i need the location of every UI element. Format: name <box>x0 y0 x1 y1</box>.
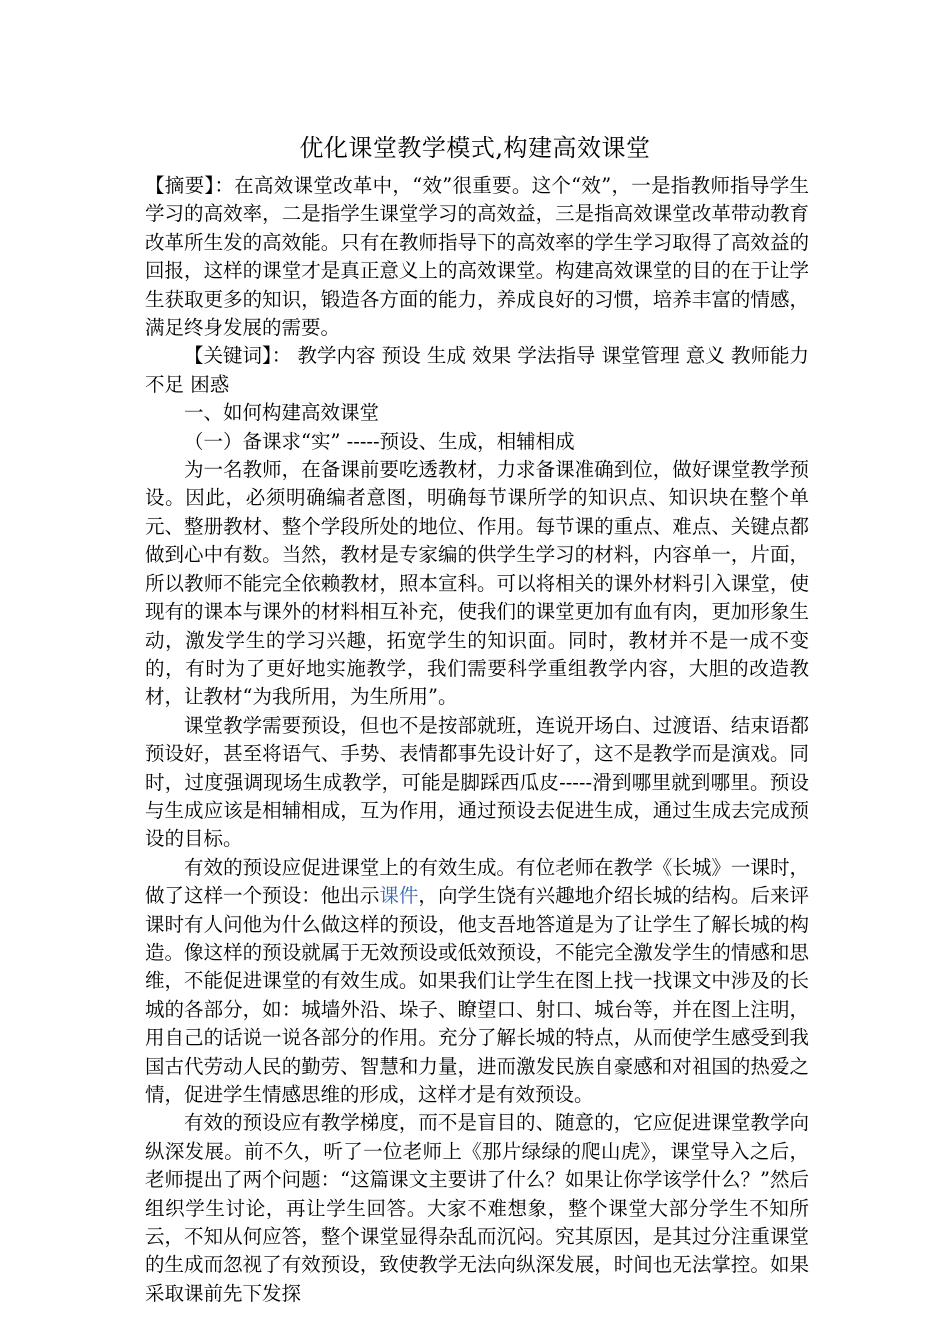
paragraph-text: ，向学生饶有兴趣地介绍长城的结构。后来评课时有人问他为什么做这样的预设，他支吾地答道是为了让学生了解长城的构造。像这样的预设就属于无效预设或低效预设，不能完全激发学生的情感和思维，不能促进课堂的有效生成。如果我们让学生在图上找一找课文中涉及的长城的各部分，如：城墙外沿、垛子、瞭望口、射口、城台等，并在图上注明，用自己的话说一说各部分的作用。充分了解长城的特点，从而使学生感受到我国古代劳动人民的勤劳、智慧和力量，进而激发民族自豪感和对祖国的热爱之情，促进学生情感思维的形成，这样才是有效预设。 <box>145 884 809 1106</box>
keywords-text: 教学内容 预设 生成 效果 学法指导 课堂管理 意义 教师能力 不足 困惑 <box>145 344 809 396</box>
document-title: 优化课堂教学模式,构建高效课堂 <box>299 134 651 162</box>
keywords-paragraph <box>145 342 809 399</box>
courseware-link[interactable]: 课件 <box>379 884 419 908</box>
body-paragraph <box>145 854 809 1110</box>
body-paragraph: 有效的预设应有教学梯度，而不是盲目的、随意的，它应促进课堂教学向纵深发展。前不久，听了一位老师上《那片绿绿的爬山虎》，课堂导入之后，老师提出了两个问题：“这篇课文主要讲了什么？如果让你学该学什么？”然后组织学生讨论，再让学生回答。大家不难想象，整个课堂大部分学生不知所云，不知从何应答，整个课堂显得杂乱而沉闷。究其原因，是其过分注重课堂的生成而忽视了有效预设，致使教学无法向纵深发展，时间也无法掌控。如果采取课前先下发探 <box>145 1111 809 1305</box>
paragraph-text: 有效的预设应促进课堂上的有效生成。有位老师在教学《长城》一课时，做了这样一个预设：他出示 <box>145 855 809 908</box>
body-paragraph: 为一名教师，在备课前要吃透教材，力求备课准确到位，做好课堂教学预设。因此，必须明确编者意图，明确每节课所学的知识点、知识块在整个单元、整册教材、整个学段所处的地位、作用。每节课的重点、难点、关键点都做到心中有数。当然，教材是专家编的供学生学习的材料，内容单一，片面，所以教师不能完全依赖教材，照本宣科。可以将相关的课外材料引入课堂，使现有的课本与课外的材料相互补充，使我们的课堂更加有血有肉，更加形象生动，激发学生的学习兴趣，拓宽学生的知识面。同时，教材并不是一成不变的，有时为了更好地实施教学，我们需要科学重组教学内容，大胆的改造教材，让教材“为我所用，为生所用”。 <box>145 458 809 709</box>
keywords-label: 【关键词】： <box>184 344 292 368</box>
section-heading: 一、如何构建高效课堂 <box>184 401 380 425</box>
subsection-heading: （一）备课求“实” -----预设、生成，相辅相成 <box>184 429 575 453</box>
abstract-text: 在高效课堂改革中，“效”很重要。这个“效”，一是指教师指导学生学习的高效率，二是指学生课堂学习的高效益，三是指高效课堂改革带动教育改革所生发的高效能。只有在教师指导下的高效率的学生学习取得了高效益的回报，这样的课堂才是真正意义上的高效课堂。构建高效课堂的目的在于让学生获取更多的知识，锻造各方面的能力，养成良好的习惯，培养丰富的情感，满足终身发展的需要。 <box>145 174 809 340</box>
body-paragraph: 课堂教学需要预设，但也不是按部就班，连说开场白、过渡语、结束语都预设好，甚至将语气、手势、表情都事先设计好了，这不是教学而是演戏。同时，过度强调现场生成教学，可能是脚踩西瓜皮-----滑到哪里就到哪里。预设与生成应该是相辅相成，互为作用，通过预设去促进生成，通过生成去完成预设的目标。 <box>145 713 809 851</box>
document-body <box>145 172 809 1308</box>
abstract-paragraph <box>145 172 809 342</box>
abstract-label: 【摘要】： <box>145 174 235 197</box>
